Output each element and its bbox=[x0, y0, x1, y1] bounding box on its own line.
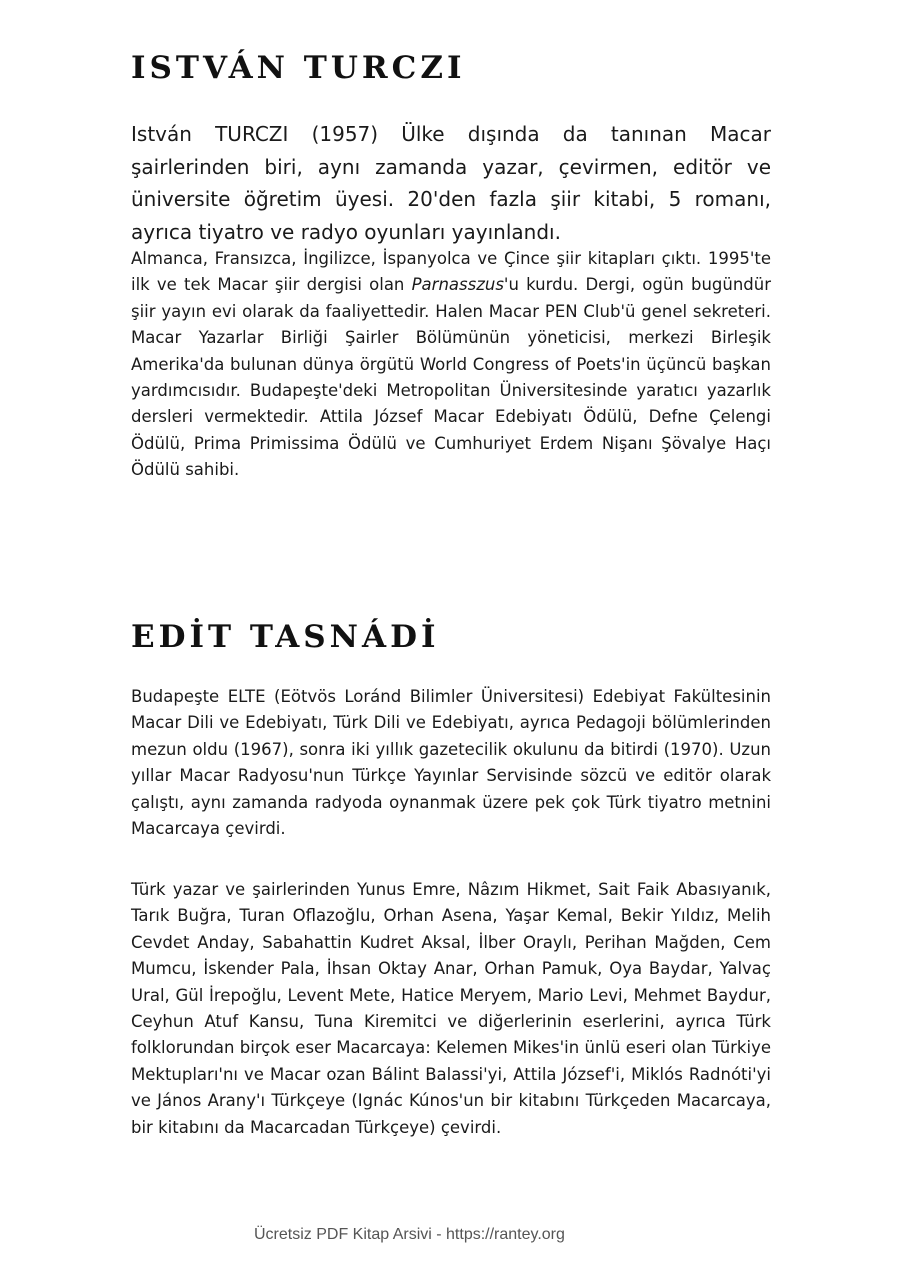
edit-tasnadi-translations-paragraph: Türk yazar ve şairlerinden Yunus Emre, Nâzım Hikmet, Sait Faik Abasıyanık, Tarık Buğra, Turan Oflazoğlu, Orhan Asena, Yaşar Kemal, Bekir Yıldız, Melih Cevdet Anday, Sabahattin Kudret Aksal, İlber Oraylı, Perihan Mağden, Cem Mumcu, İskender Pala, İhsan Oktay Anar, Orhan Pamuk, Oya Baydar, Yalvaç Ural, Gül İrepoğlu, Levent Mete, Hatice Meryem, Mario Levi, Mehmet Baydur, Ceyhun Atuf Kansu, Tuna Kiremitci ve diğerlerinin eserlerini, ayrıca Türk folklorundan birçok eser Macarcaya: Kelemen Mikes'in ünlü eseri olan Türkiye Mektupları'nı ve Macar ozan Bálint Balassi'yi, Attila József'i, Miklós Radnóti'yi ve János Arany'ı Türkçeye (Ignác Kúnos'un bir kitabını Türkçeden Macarcaya, bir kitabını da Macarcadan Türkçeye) çevirdi. bbox=[131, 880, 771, 1137]
bio-text-part: 'u kurdu. Dergi, ogün bugündür şiir yayın evi olarak da faaliyettedir. Halen Macar PEN Club'ü genel sekreteri. Macar Yazarlar Birliği Şairler Bölümünün yöneticisi, merkezi Birleşik Amerika'da bulunan dünya örgütü World Congress of Poets'in üçüncü başkan yardımcısıdır. Budapeşte'deki Metropolitan Üniversitesinde yaratıcı yazarlık dersleri vermektedir. Attila József Macar Edebiyatı Ödülü, Defne Çelengi Ödülü, Prima Primissima Ödülü ve Cumhuriyet Erdem Nişanı Şövalye Haçı Ödülü sahibi. bbox=[131, 275, 772, 480]
section-heading-edit-tasnadi: EDİT TASNÁDİ bbox=[131, 619, 440, 655]
istvan-turczi-intro-paragraph: István TURCZI (1957) Ülke dışında da tanınan Macar şairlerinden biri, aynı zamanda yazar, çevirmen, editör ve üniversite öğretim üyesi. 20'den fazla şiir kitabi, 5 romanı, ayrıca tiyatro ve radyo oyunları yayınlandı. bbox=[131, 122, 771, 244]
magazine-title: Parnasszus bbox=[411, 275, 504, 295]
footer-watermark: Ücretsiz PDF Kitap Arsivi - https://rantey.org bbox=[254, 1226, 565, 1243]
bio-text-part: Almanca, Fransızca, İngilizce, İspanyolca ve Çince şiir kitapları çıktı. 1995'te ilk ve tek Macar şiir dergisi olan bbox=[131, 249, 771, 295]
istvan-turczi-bio-paragraph bbox=[131, 246, 771, 484]
section-heading-istvan-turczi: ISTVÁN TURCZI bbox=[131, 50, 466, 86]
edit-tasnadi-education-paragraph: Budapeşte ELTE (Eötvös Loránd Bilimler Üniversitesi) Edebiyat Fakültesinin Macar Dili ve Edebiyatı, Türk Dili ve Edebiyatı, ayrıca Pedagoji bölümlerinden mezun oldu (1967), sonra iki yıllık gazetecilik okulunu da bitirdi (1970). Uzun yıllar Macar Radyosu'nun Türkçe Yayınlar Servisinde sözcü ve editör olarak çalıştı, aynı zamanda radyoda oynanmak üzere pek çok Türk tiyatro metnini Macarcaya çevirdi. bbox=[131, 687, 771, 839]
